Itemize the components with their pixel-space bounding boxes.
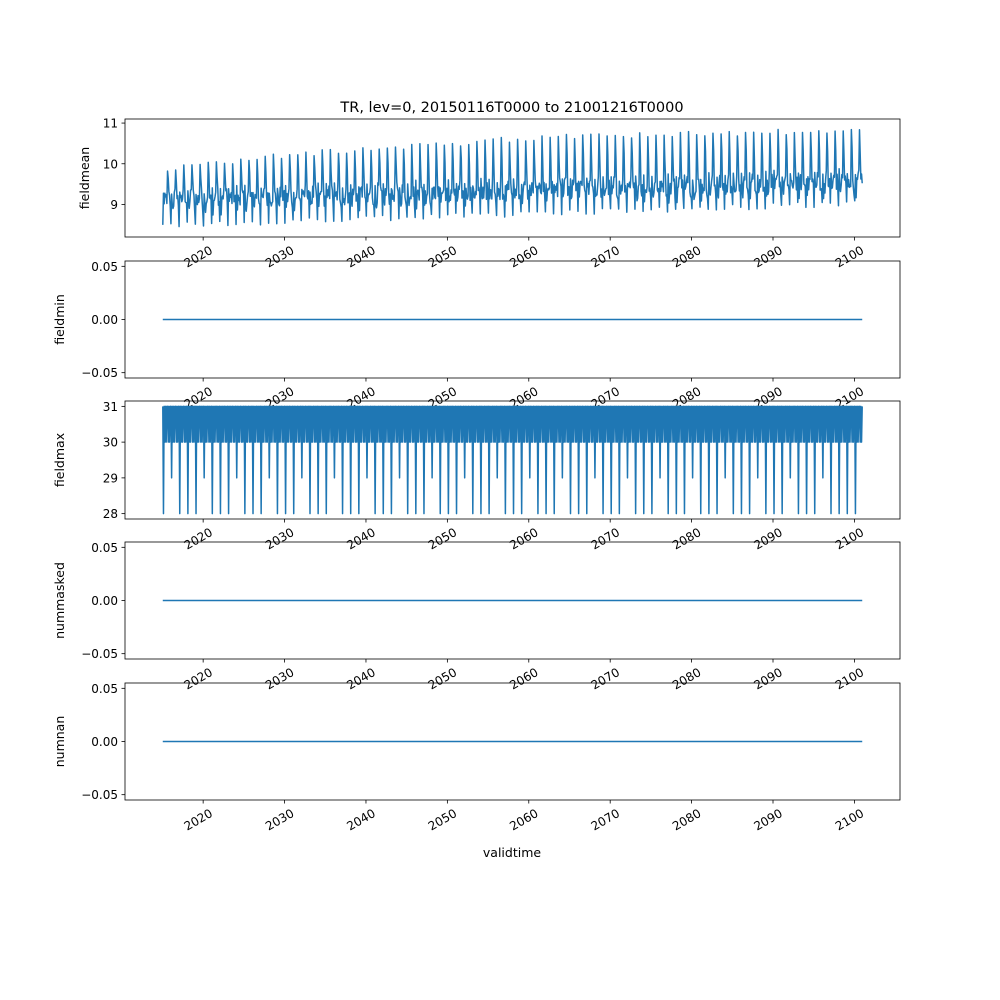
y-tick-label: 9 <box>110 197 118 212</box>
x-tick-label: 2090 <box>751 384 785 412</box>
y-tick-label: −0.05 <box>81 647 118 662</box>
y-tick-label: −0.05 <box>81 366 118 381</box>
y-axis-label: nummasked <box>52 562 67 639</box>
y-tick-label: 0.00 <box>91 735 118 749</box>
x-tick-label: 2090 <box>751 665 785 693</box>
x-tick-label: 2090 <box>751 525 785 553</box>
x-tick-label: 2080 <box>670 806 704 834</box>
x-tick-label: 2020 <box>181 243 216 271</box>
figure-title: TR, lev=0, 20150116T0000 to 21001216T0000 <box>340 100 684 116</box>
y-axis-label: fieldmean <box>77 146 92 210</box>
y-tick-label: −0.05 <box>81 788 118 803</box>
x-tick-label: 2070 <box>588 806 623 834</box>
x-tick-label: 2050 <box>425 243 460 271</box>
x-tick-label: 2060 <box>507 525 541 553</box>
y-tick-label: 0.05 <box>91 681 118 696</box>
x-tick-label: 2040 <box>344 525 378 553</box>
x-tick-label: 2030 <box>263 384 297 412</box>
y-axis-label: fieldmin <box>52 294 67 345</box>
x-tick-label: 2060 <box>507 243 541 271</box>
y-tick-label: 30 <box>102 435 118 450</box>
x-tick-label: 2080 <box>670 525 704 553</box>
y-tick-label: 0.05 <box>91 540 118 555</box>
y-tick-label: 0.05 <box>91 259 118 274</box>
x-tick-label: 2090 <box>751 806 785 834</box>
y-axis-label: numnan <box>52 715 67 768</box>
x-tick-label: 2050 <box>425 665 460 693</box>
x-tick-label: 2070 <box>588 665 623 693</box>
x-axis-label: validtime <box>482 845 542 860</box>
x-tick-label: 2070 <box>588 243 623 271</box>
x-tick-label: 2040 <box>344 665 378 693</box>
x-tick-label: 2080 <box>670 384 704 412</box>
x-tick-label: 2100 <box>832 525 867 553</box>
y-tick-label: 0.00 <box>91 594 118 608</box>
x-tick-label: 2020 <box>181 384 216 412</box>
x-tick-label: 2030 <box>263 243 297 271</box>
x-tick-label: 2020 <box>181 665 216 693</box>
x-tick-label: 2060 <box>507 384 541 412</box>
y-tick-label: 28 <box>102 507 118 522</box>
x-tick-label: 2030 <box>263 665 297 693</box>
x-tick-label: 2020 <box>181 806 216 834</box>
x-tick-label: 2070 <box>588 525 623 553</box>
x-tick-label: 2080 <box>670 243 704 271</box>
x-tick-label: 2050 <box>425 384 460 412</box>
x-tick-label: 2040 <box>344 243 378 271</box>
y-axis-label: fieldmax <box>52 432 67 488</box>
x-tick-label: 2070 <box>588 384 623 412</box>
x-tick-label: 2100 <box>832 665 867 693</box>
y-tick-label: 31 <box>102 399 118 414</box>
x-tick-label: 2030 <box>263 525 297 553</box>
x-tick-label: 2030 <box>263 806 297 834</box>
x-tick-label: 2020 <box>181 525 216 553</box>
x-tick-label: 2100 <box>832 384 867 412</box>
x-tick-label: 2050 <box>425 806 460 834</box>
y-tick-label: 10 <box>102 157 118 172</box>
x-tick-label: 2100 <box>832 243 867 271</box>
x-tick-label: 2090 <box>751 243 785 271</box>
x-tick-label: 2060 <box>507 665 541 693</box>
y-tick-label: 11 <box>102 116 118 131</box>
x-tick-label: 2040 <box>344 384 378 412</box>
x-tick-label: 2080 <box>670 665 704 693</box>
x-tick-label: 2100 <box>832 806 867 834</box>
y-tick-label: 29 <box>102 471 118 486</box>
x-tick-label: 2040 <box>344 806 378 834</box>
x-tick-label: 2060 <box>507 806 541 834</box>
y-tick-label: 0.00 <box>91 313 118 327</box>
x-tick-label: 2050 <box>425 525 460 553</box>
